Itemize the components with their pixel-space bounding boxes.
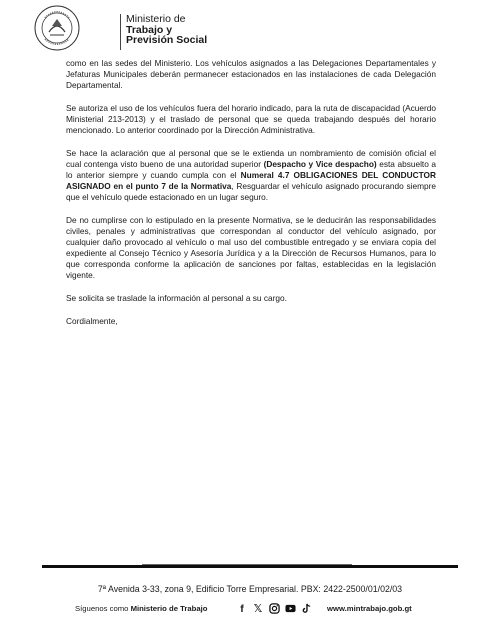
paragraph-authorization: Se autoriza el uso de los vehículos fuera del horario indicado, para la ruta de discapacidad (Acuerdo Ministerial 213-2013) y el traslado de personal que se queda trabajando después del horario mencionado. Lo anterior coordinado por la Dirección Administrativa. — [66, 103, 436, 135]
paragraph-parking: como en las sedes del Ministerio. Los vehículos asignados a las Delegaciones Departamentales y Jefaturas Municipales deberán permanecer estacionados en las instalaciones de cada Delegación Departamental. — [66, 58, 436, 90]
clarification-bold-numeral: Numeral 4.7 OBLIGACIONES DEL CONDUCTOR ASIGNADO en el punto 7 de la Normativa — [66, 170, 436, 191]
ministry-line-2: Trabajo y — [126, 23, 173, 36]
document-body — [66, 58, 436, 339]
footer-social — [0, 602, 500, 618]
footer-address: 7ª Avenida 3-33, zona 9, Edificio Torre Empresarial. PBX: 2422-2500/01/02/03 — [97, 584, 403, 594]
guatemala-seal-logo — [33, 4, 81, 52]
x-icon[interactable]: 𝕏 — [253, 602, 263, 615]
ministry-line-3: Previsión Social — [126, 34, 208, 46]
facebook-icon[interactable]: f — [240, 602, 244, 615]
paragraph-clarification — [66, 148, 436, 203]
closing: Cordialmente, — [66, 316, 118, 326]
website-link[interactable]: www.mintrabajo.gob.gt — [327, 604, 412, 613]
paragraph-request: Se solicita se traslade la información al personal a su cargo. — [66, 293, 287, 303]
clarification-text-e: , Resguardar el vehículo asignado procurando siempre que el vehículo quede estacionado en un lugar seguro. — [66, 181, 437, 202]
ministry-name — [126, 14, 207, 46]
social-icons — [236, 602, 312, 615]
ministry-line-1: Ministerio de — [126, 13, 186, 25]
youtube-icon[interactable] — [284, 602, 296, 615]
instagram-icon[interactable] — [268, 602, 280, 615]
footer-divider — [42, 565, 458, 568]
follow-prefix: Síguenos como — [75, 604, 131, 613]
clarification-text-c: esta absuelto a lo anterior siempre y cuando cumpla con el — [66, 159, 436, 180]
header-divider — [120, 14, 121, 50]
paragraph-sanctions: De no cumplirse con lo estipulado en la presente Normativa, se le deducirán las responsabilidades civiles, penales y administrativas que correspondan al conductor del vehículo asignado, por cualquier daño provocado al vehículo o mal uso del combustible entregado y se enviara copia del expediente al Consejo Técnico y Asesoría Jurídica y a la Dirección de Recursos Humanos, para lo que corresponda conforme la aplicación de sanciones por faltas, establecidas en la legislación vigente. — [66, 215, 436, 280]
clarification-bold-dispatch: (Despacho y Vice despacho) — [263, 159, 377, 169]
tiktok-icon[interactable] — [300, 602, 312, 615]
letterhead — [33, 4, 273, 56]
follow-text — [75, 604, 207, 613]
clarification-text-a: Se hace la aclaración que al personal que se le extienda un nombramiento de comisión oficial el cual contenga visto bueno de una autoridad superior — [66, 148, 436, 169]
follow-name: Ministerio de Trabajo — [130, 604, 208, 613]
